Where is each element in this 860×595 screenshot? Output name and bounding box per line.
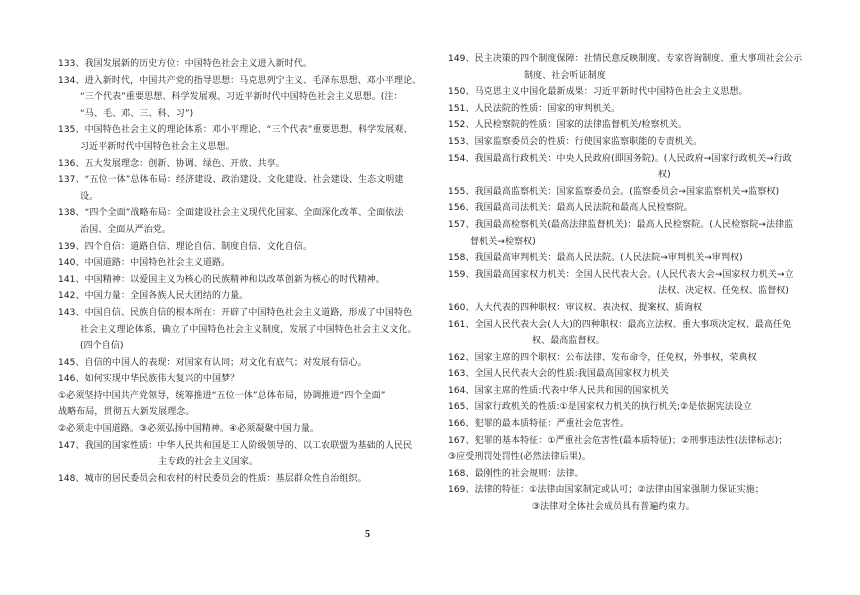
- item-133: 133、我国发展新的历史方位：中国特色社会主义进入新时代。: [58, 59, 313, 69]
- item-135-line2: 习近平新时代中国特色社会主义思想。: [80, 141, 235, 152]
- item-135-line1: 135、中国特色社会主义的理论体系：邓小平理论、“三个代表”重要思想、科学发展观、: [58, 125, 413, 136]
- item-136: 136、五大发展理念：创新、协调、绿色、开放、共享。: [58, 158, 285, 169]
- item-143-line3: (四个自信): [80, 341, 124, 352]
- item-163: 163、全国人民代表大会的性质:我国最高国家权力机关: [448, 369, 669, 380]
- item-141: 141、中国精神：以爱国主义为核心的民族精神和以改革创新为核心的时代精神。: [58, 274, 385, 285]
- item-157-line2: 督机关→检察权): [470, 236, 536, 247]
- left-column: [58, 0, 420, 487]
- item-143-line1: 143、中国自信、民族自信的根本所在：开辟了中国特色社会主义道路，形成了中国特色: [58, 307, 413, 318]
- item-138-line1: 138、“四个全面”战略布局：全面建设社会主义现代化国家、全面深化改革、全面依法: [58, 208, 404, 219]
- item-164: 164、国家主席的性质:代表中华人民共和国的国家机关: [448, 385, 669, 396]
- item-146-points2-4: ②必须走中国道路。③必须弘扬中国精神。④必须凝聚中国力量。: [58, 424, 320, 435]
- item-142: 142、中国力量：全国各族人民大团结的力量。: [58, 291, 249, 302]
- item-154-line1: 154、我国最高行政机关：中央人民政府(即国务院)。(人民政府→国家行政机关→行政: [448, 153, 792, 164]
- item-151: 151、人民法院的性质：国家的审判机关。: [448, 103, 621, 114]
- item-169-line2: ③法律对全体社会成员具有普遍约束力。: [532, 502, 695, 513]
- item-134-line2: “三个代表”重要思想、科学发展观、习近平新时代中国特色社会主义思想。(注：: [80, 92, 403, 103]
- item-154-line2: 权): [658, 170, 671, 181]
- item-140: 140、中国道路：中国特色社会主义道路。: [58, 258, 231, 269]
- item-145: 145、自信的中国人的表现：对国家有认同；对文化有底气；对发展有信心。: [58, 357, 367, 368]
- item-157-line1: 157、我国最高检察机关(最高法律监督机关)：最高人民检察院。(人民检察院→法律监: [448, 219, 794, 230]
- item-137-line1: 137、“五位一体”总体布局：经济建设、政治建设、文化建设、社会建设、生态文明建: [58, 175, 404, 186]
- item-150: 150、马克思主义中国化最新成果：习近平新时代中国特色社会主义思想。: [448, 87, 748, 98]
- item-167-line2: ③应受刑罚处罚性(必然法律后果)。: [448, 452, 591, 463]
- item-160: 160、人大代表的四种职权：审议权、表决权、提案权、质询权: [448, 302, 703, 313]
- item-158: 158、我国最高审判机关：最高人民法院。(人民法院→审判机关→审判权): [448, 253, 743, 264]
- item-147-line2: 主专政的社会主义国家。: [158, 457, 259, 468]
- item-137-line2: 设。: [80, 191, 99, 202]
- item-162: 162、国家主席的四个职权：公布法律、发布命令，任免权，外事权，荣典权: [448, 352, 757, 363]
- item-147-line1: 147、我国的国家性质：中华人民共和国是工人阶级领导的、以工农联盟为基础的人民民: [58, 440, 413, 451]
- item-166: 166、犯罪的最本质特征：严重社会危害性。: [448, 419, 630, 430]
- item-146-point1-line2: 战略布局，贯彻五大新发展理念。: [58, 407, 195, 418]
- item-146: 146、如何实现中华民族伟大复兴的中国梦？: [58, 374, 240, 385]
- right-column: [448, 0, 808, 516]
- item-161-line2: 权、最高监督权。: [532, 336, 605, 347]
- item-149-line2: 制度、社会听证制度: [524, 70, 606, 81]
- item-159-line1: 159、我国最高国家权力机关：全国人民代表大会。(人民代表大会→国家权力机关→立: [448, 269, 794, 280]
- item-139: 139、四个自信：道路自信、理论自信、制度自信、文化自信。: [58, 241, 313, 252]
- item-134-line3: “马、毛、邓、三、科、习”): [80, 108, 194, 119]
- item-169-line1: 169、法律的特征：①法律由国家制定或认可；②法律由国家强制力保证实施；: [448, 485, 764, 496]
- item-161-line1: 161、全国人民代表大会(人大)的四种职权：最高立法权、重大事项决定权、最高任免: [448, 319, 792, 330]
- item-138-line2: 治国、全面从严治党。: [80, 224, 172, 235]
- item-156: 156、我国最高司法机关：最高人民法院和最高人民检察院。: [448, 203, 693, 214]
- item-152: 152、人民检察院的性质：国家的法律监督机关/检察机关。: [448, 120, 688, 131]
- item-165: 165、国家行政机关的性质:①是国家权力机关的执行机关;②是依据宪法设立: [448, 402, 752, 413]
- item-168: 168、最刚性的社会规则：法律。: [448, 468, 584, 479]
- item-167-line1: 167、犯罪的基本特征：①严重社会危害性(最本质特征)；②刑事违法性(法律标志)；: [448, 435, 788, 446]
- item-146-point1-line1: ①必须坚持中国共产党领导，统筹推进“五位一体”总体布局，协调推进“四个全面”: [58, 390, 386, 401]
- item-134-line1: 134、进入新时代，中国共产党的指导思想：马克思列宁主义、毛泽东思想、邓小平理论、: [58, 75, 422, 86]
- item-155: 155、我国最高监察机关：国家监察委员会。(监察委员会→国家监察机关→监察权): [448, 186, 780, 197]
- item-143-line2: 社会主义理论体系，确立了中国特色社会主义制度，发展了中国特色社会主义文化。: [80, 324, 417, 335]
- page-number: 5: [365, 529, 370, 540]
- item-148: 148、城市的居民委员会和农村的村民委员会的性质：基层群众性自治组织。: [58, 473, 367, 484]
- item-149-line1: 149、民主决策的四个制度保障：社情民意反映制度、专家咨询制度、重大事项社会公示: [448, 54, 803, 64]
- item-159-line2: 法权、决定权、任免权、监督权): [658, 286, 790, 297]
- item-153: 153、国家监察委员会的性质：行使国家监察职能的专责机关。: [448, 136, 703, 147]
